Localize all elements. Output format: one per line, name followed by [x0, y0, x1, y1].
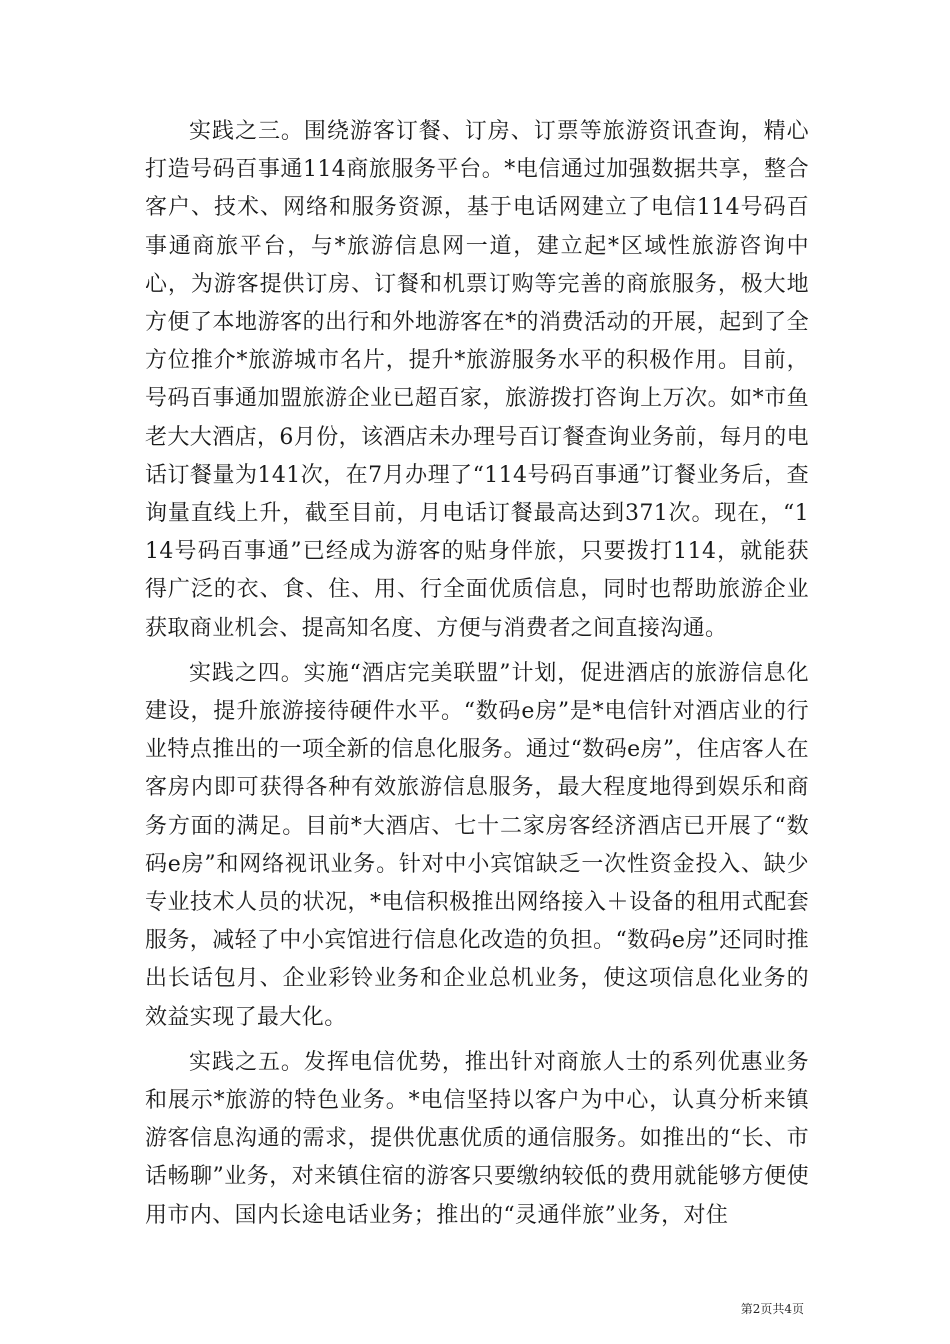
- body-text: [145, 113, 809, 1235]
- paragraph-practice-5: 实践之五。发挥电信优势，推出针对商旅人士的系列优惠业务和展示*旅游的特色业务。*电信坚持以客户为中心，认真分析来镇游客信息沟通的需求，提供优惠优质的通信服务。如推出的“长、市话畅聊”业务，对来镇住宿的游客只要缴纳较低的费用就能够方便使用市内、国内长途电话业务；推出的“灵通伴旅”业务，对住: [145, 1049, 809, 1228]
- page-number-footer: 第2页共4页: [740, 1302, 804, 1316]
- paragraph-practice-3: 实践之三。围绕游客订餐、订房、订票等旅游资讯查询，精心打造号码百事通114商旅服务平台。*电信通过加强数据共享，整合客户、技术、网络和服务资源，基于电话网建立了电信114号码百事通商旅平台，与*旅游信息网一道，建立起*区域性旅游咨询中心，为游客提供订房、订餐和机票订购等完善的商旅服务，极大地方便了本地游客的出行和外地游客在*的消费活动的开展，起到了全方位推介*旅游城市名片，提升*旅游服务水平的积极作用。目前，号码百事通加盟旅游企业已超百家，旅游拨打咨询上万次。如*市鱼老大大酒店，6月份，该酒店未办理号百订餐查询业务前，每月的电话订餐量为141次，在7月办理了“114号码百事通”订餐业务后，查询量直线上升，截至目前，月电话订餐最高达到371次。现在，“114号码百事通”已经成为游客的贴身伴旅，只要拨打114，就能获得广泛的衣、食、住、用、行全面优质信息，同时也帮助旅游企业获取商业机会、提高知名度、方便与消费者之间直接沟通。: [145, 119, 809, 641]
- paragraph-practice-4: 实践之四。实施“酒店完美联盟”计划，促进酒店的旅游信息化建设，提升旅游接待硬件水平。“数码e房”是*电信针对酒店业的行业特点推出的一项全新的信息化服务。通过“数码e房”，住店客人在客房内即可获得各种有效旅游信息服务，最大程度地得到娱乐和商务方面的满足。目前*大酒店、七十二家房客经济酒店已开展了“数码e房”和网络视讯业务。针对中小宾馆缺乏一次性资金投入、缺少专业技术人员的状况，*电信积极推出网络接入＋设备的租用式配套服务，减轻了中小宾馆进行信息化改造的负担。“数码e房”还同时推出长话包月、企业彩铃业务和企业总机业务，使这项信息化业务的效益实现了最大化。: [145, 660, 809, 1030]
